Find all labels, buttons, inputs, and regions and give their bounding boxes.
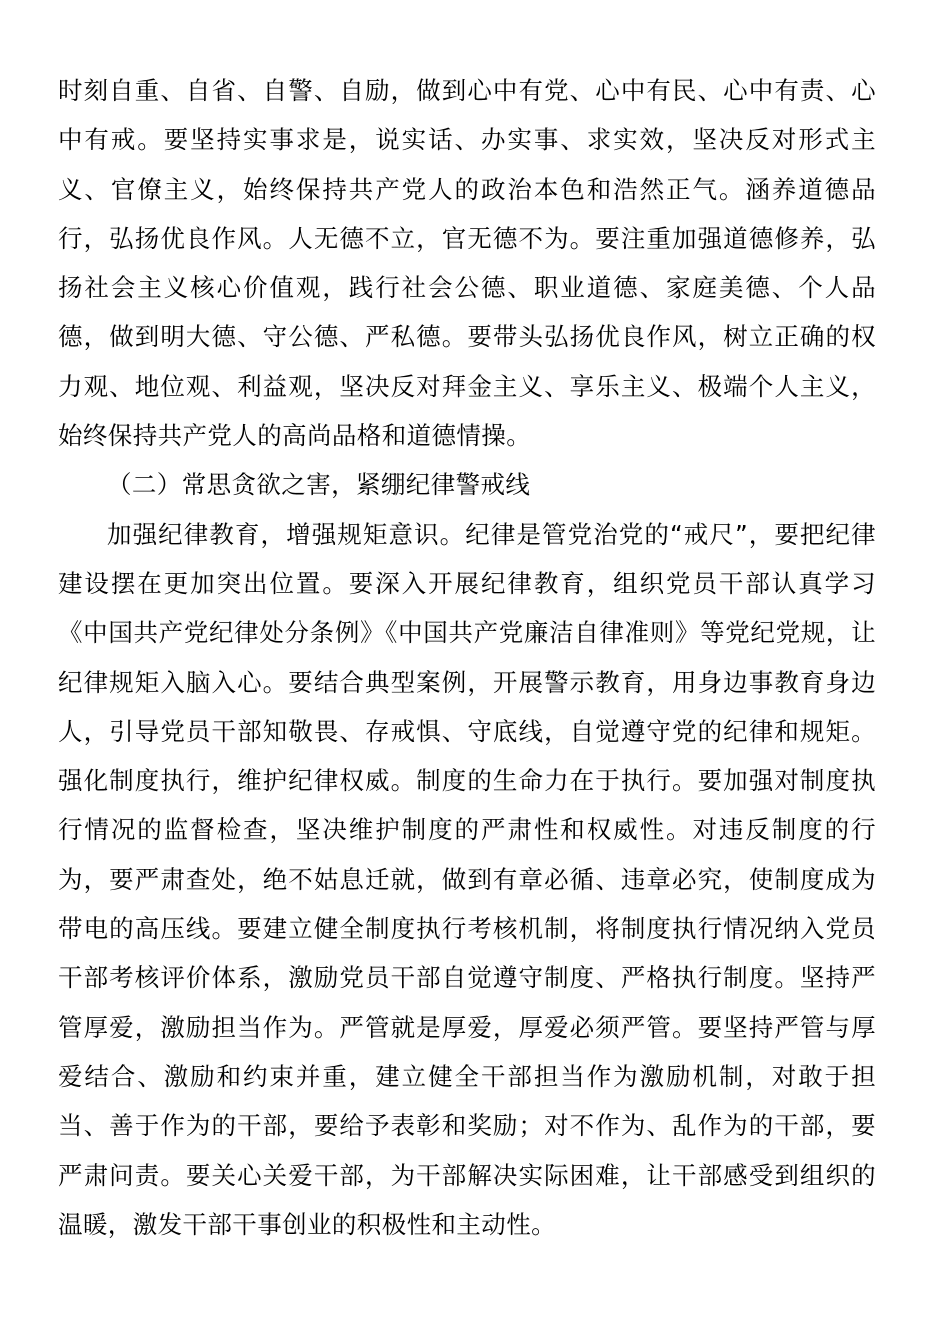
paragraph-discipline: 加强纪律教育，增强规矩意识。纪律是管党治党的“戒尺”，要把纪律建设摆在更加突出位置。要深入开展纪律教育，组织党员干部认真学习《中国共产党纪律处分条例》《中国共产党廉洁自律准则》等党纪党规，让纪律规矩入脑入心。要结合典型案例，开展警示教育，用身边事教育身边人，引导党员干部知敬畏、存戒惧、守底线，自觉遵守党的纪律和规矩。强化制度执行，维护纪律权威。制度的生命力在于执行。要加强对制度执行情况的监督检查，坚决维护制度的严肃性和权威性。对违反制度的行为，要严肃查处，绝不姑息迁就，做到有章必循、违章必究，使制度成为带电的高压线。要建立健全制度执行考核机制，将制度执行情况纳入党员干部考核评价体系，激励党员干部自觉遵守制度、严格执行制度。坚持严管厚爱，激励担当作为。严管就是厚爱，厚爱必须严管。要坚持严管与厚爱结合、激励和约束并重，建立健全干部担当作为激励机制，对敢于担当、善于作为的干部，要给予表彰和奖励；对不作为、乱作为的干部，要严肃问责。要关心关爱干部，为干部解决实际困难，让干部感受到组织的温暖，激发干部干事创业的积极性和主动性。 <box>58 519 876 1239</box>
section-heading: （二）常思贪欲之害，紧绷纪律警戒线 <box>107 470 531 500</box>
paragraph-continuation: 时刻自重、自省、自警、自励，做到心中有党、心中有民、心中有责、心中有戒。要坚持实事求是，说实话、办实事、求实效，坚决反对形式主义、官僚主义，始终保持共产党人的政治本色和浩然正气。涵养道德品行，弘扬优良作风。人无德不立，官无德不为。要注重加强道德修养，弘扬社会主义核心价值观，践行社会公德、职业道德、家庭美德、个人品德，做到明大德、守公德、严私德。要带头弘扬优良作风，树立正确的权力观、地位观、利益观，坚决反对拜金主义、享乐主义、极端个人主义，始终保持共产党人的高尚品格和道德情操。 <box>58 76 876 451</box>
document-body <box>58 66 876 1249</box>
